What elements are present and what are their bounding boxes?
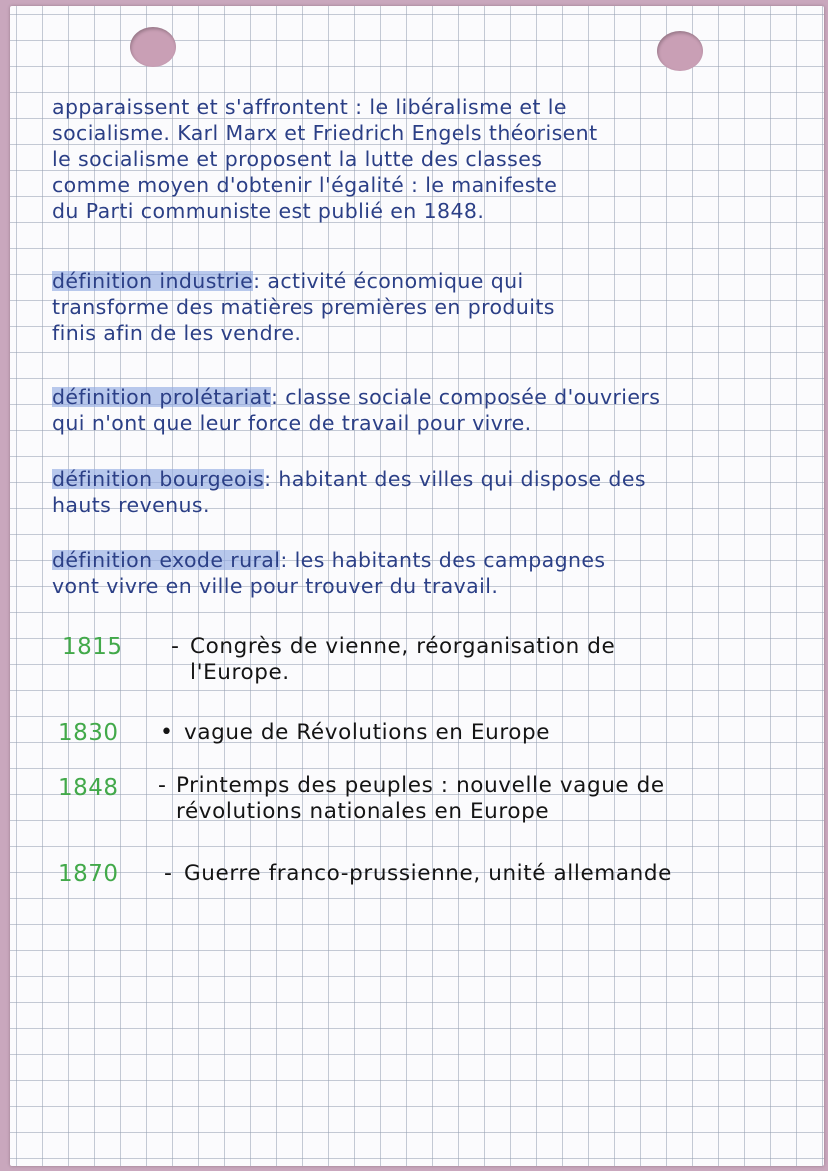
timeline-bullet: • [160, 720, 173, 745]
definition-text: qui n'ont que leur force de travail pour vivre. [52, 411, 532, 435]
timeline-year: 1815 [62, 634, 123, 660]
timeline-event-text: l'Europe. [190, 660, 290, 685]
intro-line: comme moyen d'obtenir l'égalité : le manifeste [52, 173, 558, 197]
definition-industrie [52, 268, 822, 346]
definition-term-highlight: définition prolétariat [52, 385, 271, 409]
definition-term-highlight: définition exode rural [52, 548, 281, 572]
timeline-year: 1870 [58, 861, 119, 887]
timeline-year: 1830 [58, 720, 119, 746]
definition-text: : activité économique qui [253, 269, 524, 293]
definition-text: : les habitants des campagnes [280, 548, 606, 572]
timeline-year: 1848 [58, 775, 119, 801]
intro-line: le socialisme et proposent la lutte des classes [52, 147, 543, 171]
intro-line: du Parti communiste est publié en 1848. [52, 199, 485, 223]
timeline-event [184, 861, 672, 887]
definition-text: : habitant des villes qui dispose des [264, 467, 646, 491]
definition-text: hauts revenus. [52, 493, 210, 517]
timeline-bullet: - [158, 773, 166, 798]
punch-hole-left [130, 27, 176, 67]
definition-term-highlight: définition industrie [52, 269, 254, 293]
timeline-event [190, 634, 615, 686]
definition-text: vont vivre en ville pour trouver du travail. [52, 574, 499, 598]
intro-line: socialisme. Karl Marx et Friedrich Engels théorisent [52, 121, 598, 145]
intro-paragraph [52, 94, 822, 224]
timeline-bullet: - [171, 634, 179, 659]
definition-bourgeois [52, 466, 822, 518]
timeline-event [184, 720, 550, 746]
timeline-event-text: Printemps des peuples : nouvelle vague de [176, 773, 665, 798]
timeline-event [176, 773, 665, 825]
timeline-event-text: révolutions nationales en Europe [176, 799, 550, 824]
definition-exode-rural [52, 547, 822, 599]
timeline-event-text: Guerre franco-prussienne, unité allemande [184, 861, 672, 886]
punch-hole-right [657, 31, 703, 71]
definition-text: : classe sociale composée d'ouvriers [270, 385, 661, 409]
definition-term-highlight: définition bourgeois [52, 467, 265, 491]
definition-text: transforme des matières premières en produits [52, 295, 555, 319]
timeline-event-text: Congrès de vienne, réorganisation de [190, 634, 616, 659]
definition-text: finis afin de les vendre. [52, 321, 302, 345]
timeline-bullet: - [164, 861, 172, 886]
definition-proletariat [52, 384, 822, 436]
timeline-event-text: vague de Révolutions en Europe [184, 720, 551, 745]
intro-line: apparaissent et s'affrontent : le libéralisme et le [52, 95, 567, 119]
